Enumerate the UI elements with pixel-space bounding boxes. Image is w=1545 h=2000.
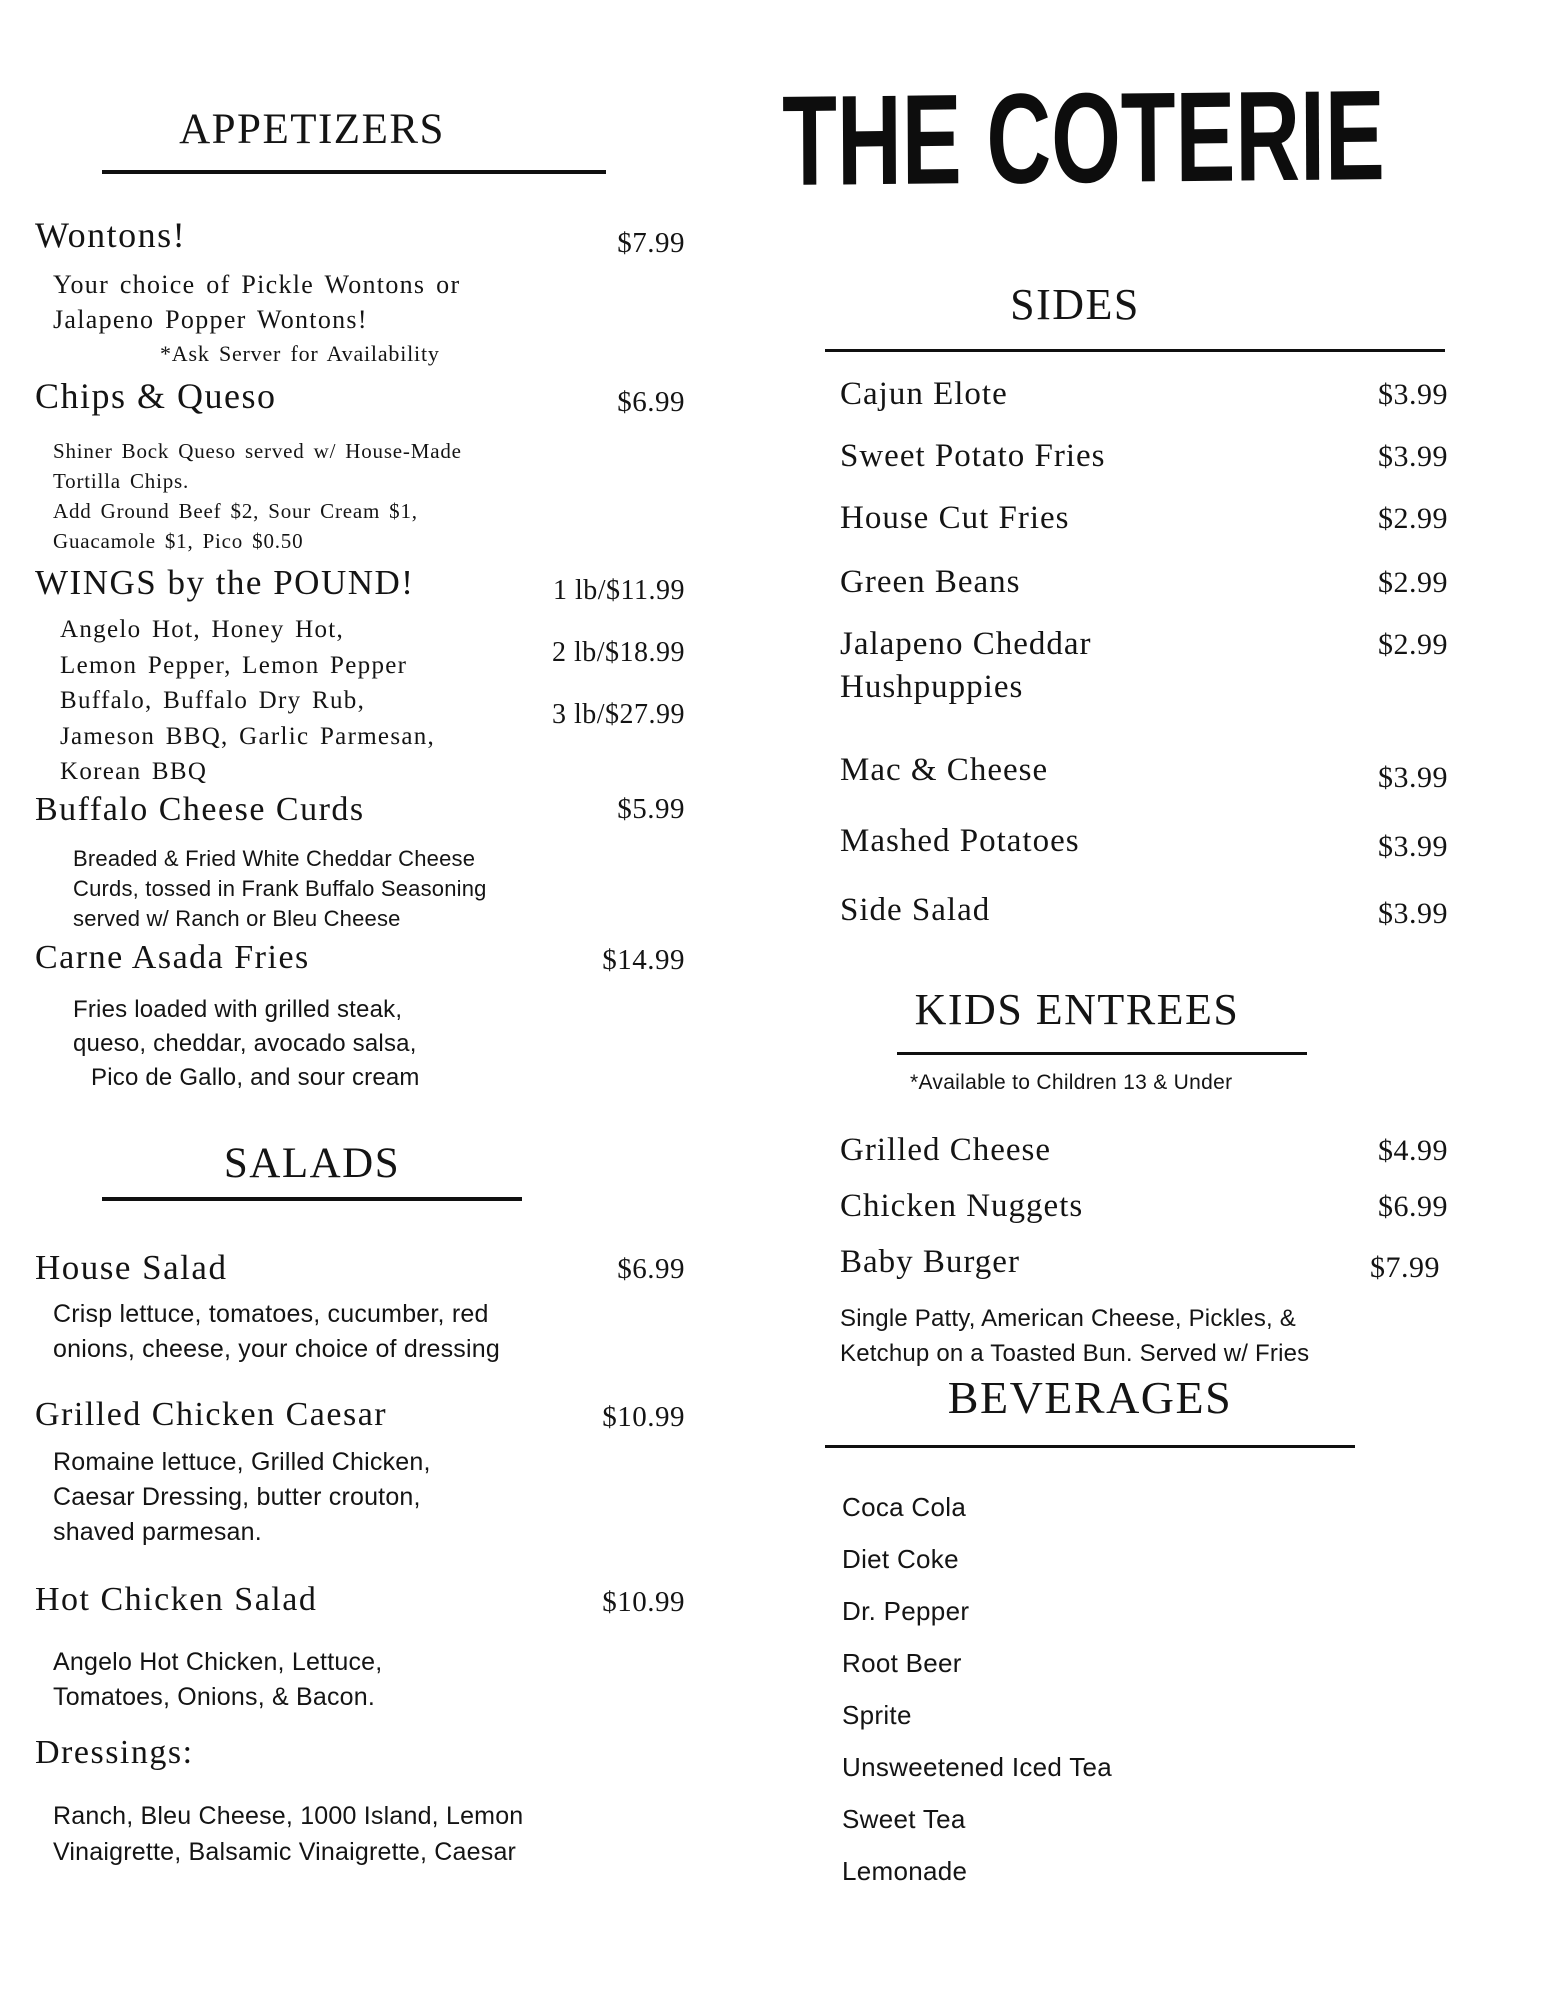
- description-line: Pico de Gallo, and sour cream: [91, 1064, 420, 1092]
- restaurant-logo: THE COTERIE: [781, 63, 1385, 213]
- item-price: $2.99: [1378, 565, 1448, 599]
- item-price: $7.99: [1370, 1250, 1440, 1284]
- item-name: Mashed Potatoes: [840, 822, 1080, 859]
- item-name: House Cut Fries: [840, 499, 1070, 536]
- item-name-line1: Jalapeno Cheddar: [840, 625, 1092, 662]
- salads-heading-block: [102, 1139, 522, 1200]
- description-line: Add Ground Beef $2, Sour Cream $1,: [53, 499, 418, 524]
- wings-left: [35, 562, 435, 790]
- kids-note: *Available to Children 13 & Under: [910, 1070, 1233, 1094]
- wings-price-3lb: 3 lb/$27.99: [551, 699, 685, 731]
- description-line: Ranch, Bleu Cheese, 1000 Island, Lemon: [53, 1801, 524, 1830]
- item-description: [73, 844, 685, 934]
- item-description: [53, 436, 685, 556]
- item-name: Hot Chicken Salad: [35, 1581, 318, 1619]
- item-price: $5.99: [617, 792, 685, 825]
- beverage-item: Sweet Tea: [842, 1803, 966, 1834]
- description-line: Korean BBQ: [60, 758, 208, 786]
- item-price: $7.99: [617, 227, 685, 260]
- menu-item-grilled-cheese: [840, 1129, 1448, 1172]
- sides-title: SIDES: [1010, 280, 1140, 329]
- item-name: House Salad: [35, 1247, 228, 1287]
- item-name: Carne Asada Fries: [35, 939, 310, 977]
- item-name: Wontons!: [35, 215, 187, 256]
- appetizers-title: APPETIZERS: [179, 106, 445, 153]
- menu-item-mashed-potatoes: [840, 820, 1448, 868]
- beverages-heading-block: [825, 1372, 1355, 1448]
- description-line: Vinaigrette, Balsamic Vinaigrette, Caesar: [53, 1837, 517, 1866]
- description-line: Lemon Pepper, Lemon Pepper: [60, 651, 408, 679]
- menu-item-hushpuppies: [840, 623, 1448, 709]
- description-line: Buffalo, Buffalo Dry Rub,: [60, 687, 366, 715]
- description-line: served w/ Ranch or Bleu Cheese: [73, 906, 401, 932]
- item-name: Sweet Potato Fries: [840, 437, 1106, 474]
- description-line: onions, cheese, your choice of dressing: [53, 1334, 500, 1363]
- item-description: [53, 1297, 685, 1367]
- menu-item-hot-chicken-salad: [35, 1580, 685, 1621]
- item-name: Chips & Queso: [35, 376, 277, 417]
- menu-item-wings: [35, 562, 685, 790]
- dressings-list: [53, 1798, 685, 1870]
- item-name: WINGS by the POUND!: [35, 563, 415, 603]
- description-line: Caesar Dressing, butter crouton,: [53, 1483, 421, 1512]
- item-price: $10.99: [602, 1400, 685, 1433]
- item-price: $14.99: [602, 944, 685, 977]
- menu-item-sweet-potato-fries: [840, 435, 1448, 478]
- kids-heading-block: [897, 985, 1307, 1055]
- sides-heading-block: [825, 280, 1445, 352]
- item-name: Side Salad: [840, 891, 991, 928]
- item-price: $6.99: [617, 386, 685, 419]
- description-line: Shiner Bock Queso served w/ House-Made: [53, 439, 462, 464]
- description-line: Single Patty, American Cheese, Pickles, &: [840, 1304, 1296, 1332]
- description-line: Angelo Hot, Honey Hot,: [60, 616, 345, 644]
- sides-section: [840, 280, 1448, 935]
- description-line: Crisp lettuce, tomatoes, cucumber, red: [53, 1299, 489, 1328]
- salads-title: SALADS: [223, 1140, 401, 1188]
- description-line: shaved parmesan.: [53, 1518, 262, 1547]
- beverage-item: Sprite: [842, 1699, 912, 1730]
- kids-entrees-section: [840, 985, 1448, 1371]
- item-name: [840, 623, 1092, 709]
- beverage-item: Unsweetened Iced Tea: [842, 1751, 1113, 1782]
- menu-item-chips-queso: [35, 375, 685, 420]
- wings-price-2lb: 2 lb/$18.99: [551, 637, 685, 669]
- menu-item-baby-burger: [840, 1241, 1448, 1289]
- item-description: [53, 1645, 685, 1715]
- item-name: Mac & Cheese: [840, 751, 1049, 788]
- description-line: Breaded & Fried White Cheddar Cheese: [73, 846, 476, 872]
- menu-item-side-salad: [840, 889, 1448, 935]
- menu-item-wontons: [35, 214, 685, 261]
- item-description: [73, 993, 685, 1095]
- baby-burger-description: [840, 1301, 1448, 1371]
- appetizers-heading-block: [102, 105, 606, 174]
- wings-prices: [552, 576, 685, 790]
- item-description: [60, 612, 435, 790]
- description-line: Fries loaded with grilled steak,: [73, 996, 403, 1024]
- item-price: $3.99: [1378, 377, 1448, 411]
- kids-title: KIDS ENTREES: [914, 985, 1240, 1034]
- description-line: Tortilla Chips.: [53, 469, 190, 494]
- menu-item-chicken-caesar: [35, 1395, 685, 1436]
- item-description: [53, 1445, 685, 1550]
- item-price: $2.99: [1378, 501, 1448, 535]
- description-line: Jalapeno Popper Wontons!: [53, 305, 368, 335]
- description-line: Guacamole $1, Pico $0.50: [53, 529, 304, 554]
- menu-item-carne-asada-fries: [35, 938, 685, 979]
- item-name: Cajun Elote: [840, 375, 1008, 412]
- beverage-item: Lemonade: [842, 1855, 968, 1886]
- menu-item-house-salad: [35, 1247, 685, 1289]
- item-price: $3.99: [1378, 896, 1448, 930]
- beverage-item: Dr. Pepper: [842, 1595, 970, 1626]
- menu-item-house-cut-fries: [840, 497, 1448, 540]
- beverage-item: Diet Coke: [842, 1543, 959, 1574]
- item-name: Grilled Chicken Caesar: [35, 1395, 388, 1433]
- item-price: $3.99: [1378, 439, 1448, 473]
- beverage-item: Root Beer: [842, 1647, 962, 1678]
- item-name: Green Beans: [840, 563, 1021, 600]
- description-line: Ketchup on a Toasted Bun. Served w/ Fries: [840, 1339, 1310, 1367]
- menu-item-green-beans: [840, 561, 1448, 604]
- description-line: Angelo Hot Chicken, Lettuce,: [53, 1648, 383, 1677]
- menu-item-mac-cheese: [840, 749, 1448, 799]
- beverages-section: [840, 1372, 1448, 1908]
- beverage-item: Coca Cola: [842, 1491, 967, 1522]
- item-name-line2: Hushpuppies: [840, 668, 1024, 705]
- item-name: Grilled Cheese: [840, 1131, 1052, 1168]
- item-price: $6.99: [1378, 1189, 1448, 1223]
- item-price: $10.99: [602, 1586, 685, 1619]
- item-name: Chicken Nuggets: [840, 1187, 1084, 1224]
- menu-item-chicken-nuggets: [840, 1185, 1448, 1228]
- item-price: $2.99: [1378, 627, 1448, 661]
- description-line: Jameson BBQ, Garlic Parmesan,: [60, 722, 436, 750]
- beverages-list: [840, 1492, 1448, 1886]
- beverages-title: BEVERAGES: [947, 1372, 1233, 1423]
- menu-item-cajun-elote: [840, 373, 1448, 416]
- item-price: $3.99: [1378, 829, 1448, 863]
- availability-note: *Ask Server for Availability: [160, 341, 440, 367]
- description-line: Romaine lettuce, Grilled Chicken,: [53, 1448, 431, 1477]
- wings-price-1lb: 1 lb/$11.99: [552, 575, 685, 607]
- item-price: $4.99: [1378, 1133, 1448, 1167]
- item-price: $6.99: [617, 1252, 685, 1285]
- left-column: [35, 105, 685, 1870]
- item-name: Baby Burger: [840, 1243, 1020, 1280]
- description-line: Tomatoes, Onions, & Bacon.: [53, 1683, 376, 1712]
- menu-item-cheese-curds: [35, 790, 685, 831]
- item-description: [53, 267, 685, 337]
- item-price: $3.99: [1378, 760, 1448, 794]
- description-line: Curds, tossed in Frank Buffalo Seasoning: [73, 876, 487, 902]
- description-line: queso, cheddar, avocado salsa,: [73, 1030, 417, 1058]
- item-name: Buffalo Cheese Curds: [35, 790, 365, 828]
- description-line: Your choice of Pickle Wontons or: [53, 270, 461, 300]
- dressings-label: Dressings:: [35, 1734, 194, 1772]
